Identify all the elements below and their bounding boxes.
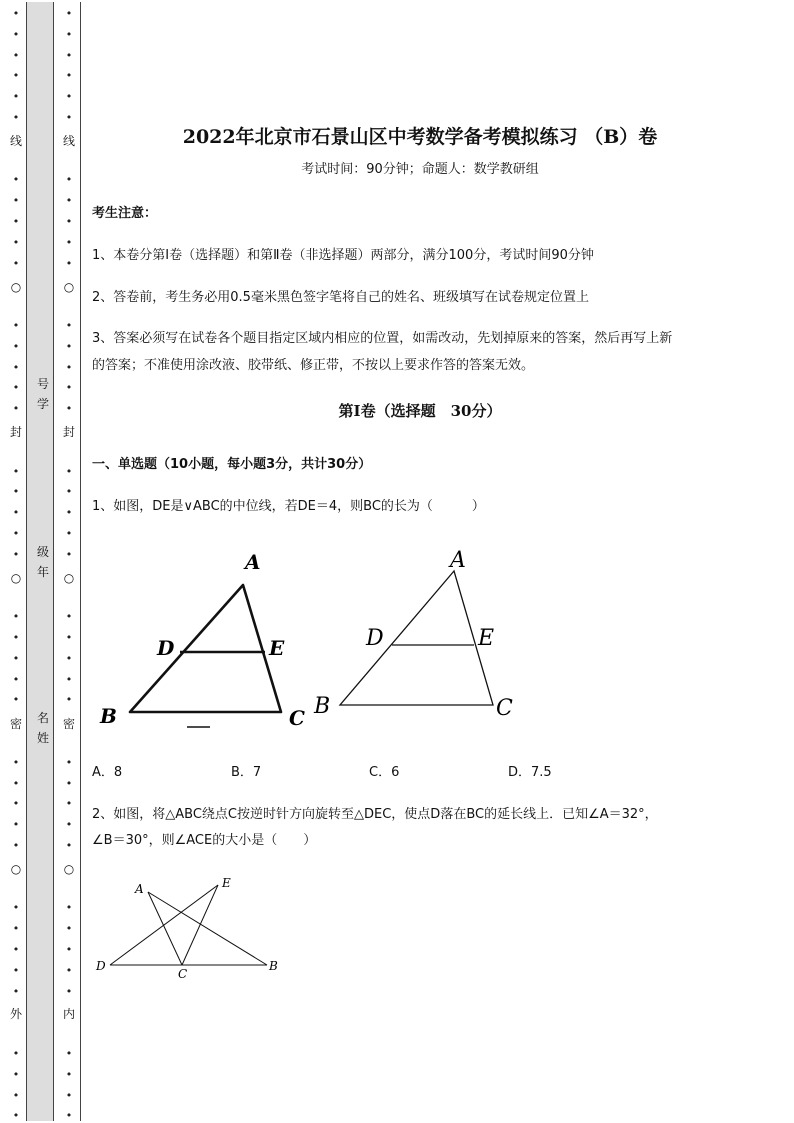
notice-item-2: 2、答卷前，考生务必用0.5毫米黑色签字笔将自己的姓名、班级填写在试卷规定位置上	[92, 290, 589, 305]
notice-item-1: 1、本卷分第I卷（选择题）和第Ⅱ卷（非选择题）两部分，满分100分，考试时间90分钟	[92, 248, 594, 263]
notice-item-3: 3、答案必须写在试卷各个题目指定区域内相应的位置，如需改动，先划掉原来的答案，然后再写上新	[92, 331, 673, 346]
gutter-dot: •	[12, 527, 20, 540]
fig1a-label-c: C	[289, 706, 305, 730]
binding-bar	[26, 2, 54, 1121]
gutter-dot: •	[65, 922, 73, 936]
gutter-dot: •	[12, 693, 20, 707]
question-2-text-line2: ∠B＝30°，则∠ACE的大小是（ ）	[92, 833, 317, 848]
gutter-dot: •	[65, 839, 73, 852]
question-2-figure	[92, 872, 292, 987]
gutter-dot: •	[12, 319, 20, 332]
gutter-dot: •	[65, 672, 73, 686]
gutter-label-feng-right: 封	[62, 425, 75, 439]
gutter-dot: •	[12, 215, 20, 228]
gutter-dot: •	[12, 402, 20, 416]
gutter-dot: •	[12, 360, 20, 374]
gutter-dot: •	[12, 797, 20, 811]
gutter-dot: •	[65, 693, 73, 707]
gutter-dot: •	[65, 339, 73, 353]
gutter-dot: •	[65, 943, 73, 956]
gutter-dot: •	[65, 1067, 73, 1081]
gutter-dot: •	[65, 215, 73, 228]
gutter-dot: •	[65, 360, 73, 374]
gutter-dot: •	[12, 651, 20, 665]
fig2-label-e: E	[222, 876, 231, 890]
gutter-dot: •	[12, 901, 20, 915]
gutter-dot: •	[65, 901, 73, 915]
gutter-dot: •	[65, 963, 73, 977]
gutter-label-circle-left-2: ○	[10, 571, 22, 585]
fig1b-label-b: B	[314, 694, 331, 719]
gutter-dot: •	[65, 1047, 73, 1060]
gutter-dot: •	[65, 984, 73, 998]
fig1b-label-e: E	[478, 626, 495, 651]
gutter-dot: •	[12, 194, 20, 208]
fig1a-label-b: B	[100, 704, 117, 728]
bar-label-hao: 号	[36, 377, 49, 391]
gutter-dots-right	[62, 0, 76, 1123]
gutter-dot: •	[65, 319, 73, 332]
choice-b: B．7	[231, 765, 262, 780]
gutter-label-circle-right-2: ○	[63, 571, 75, 585]
choice-c: C．6	[369, 765, 400, 780]
gutter-dot: •	[12, 943, 20, 956]
gutter-dot: •	[12, 235, 20, 249]
gutter-dot: •	[12, 610, 20, 624]
question-2-text-line1: 2、如图，将△ABC绕点C按逆时针方向旋转至△DEC，使点D落在BC的延长线上．已知∠A＝32°，	[92, 807, 658, 822]
bar-label-xing: 姓	[36, 731, 49, 745]
fig1a-label-e: E	[269, 636, 285, 660]
gutter-dot: •	[12, 111, 20, 124]
gutter-dot: •	[65, 610, 73, 624]
question-1-figure-handdrawn	[95, 545, 320, 745]
gutter-dot: •	[12, 381, 20, 395]
gutter-dot: •	[12, 672, 20, 686]
gutter-dot: •	[12, 173, 20, 187]
gutter-dot: •	[65, 27, 73, 41]
gutter-dot: •	[65, 776, 73, 790]
fig2-label-a: A	[135, 882, 144, 896]
question-1-figure	[310, 545, 530, 725]
fig2-label-c: C	[178, 967, 188, 981]
choice-d: D．7.5	[508, 765, 552, 780]
gutter-dot: •	[12, 1067, 20, 1081]
gutter-label-wai: 外	[9, 1007, 22, 1021]
gutter-dot: •	[65, 1109, 73, 1123]
page-title: 2022年北京市石景山区中考数学备考模拟练习 （B）卷	[182, 126, 658, 148]
gutter-dot: •	[65, 464, 73, 478]
gutter-label-mi-right: 密	[62, 717, 75, 731]
gutter-label-circle-left-1: ○	[10, 280, 22, 294]
gutter-dot: •	[65, 547, 73, 561]
gutter-dot: •	[12, 90, 20, 104]
gutter-dot: •	[12, 7, 20, 20]
gutter-dot: •	[12, 963, 20, 977]
notice-item-3-cont: 的答案；不准使用涂改液、胶带纸、修正带，不按以上要求作答的答案无效。	[92, 358, 535, 373]
gutter-dot: •	[12, 839, 20, 852]
gutter-dot: •	[12, 256, 20, 270]
bar-label-ming: 名	[36, 711, 49, 725]
gutter-dot: •	[65, 527, 73, 540]
gutter-label-circle-right-3: ○	[63, 862, 75, 876]
gutter-dot: •	[12, 485, 20, 499]
gutter-dot: •	[12, 48, 20, 62]
gutter-dot: •	[65, 818, 73, 832]
bar-label-nian: 年	[36, 565, 49, 579]
bar-label-ji: 级	[36, 545, 49, 559]
gutter-dot: •	[12, 506, 20, 520]
gutter-label-nei: 内	[62, 1007, 75, 1021]
part-title: 一、单选题（10小题，每小题3分，共计30分）	[92, 457, 372, 472]
fig2-label-b: B	[269, 959, 278, 973]
section-title: 第I卷（选择题 30分）	[338, 402, 502, 420]
gutter-dots-left	[9, 0, 23, 1123]
gutter-dot: •	[12, 27, 20, 41]
gutter-dot: •	[65, 256, 73, 270]
gutter-dot: •	[65, 402, 73, 416]
gutter-label-circle-right-1: ○	[63, 280, 75, 294]
gutter-dot: •	[65, 631, 73, 644]
gutter-dot: •	[12, 776, 20, 790]
bar-label-xue: 学	[36, 397, 49, 411]
gutter-dot: •	[12, 547, 20, 561]
gutter-dot: •	[65, 651, 73, 665]
gutter-label-mi-left: 密	[9, 717, 22, 731]
page-subtitle: 考试时间：90分钟；命题人：数学教研组	[301, 162, 539, 177]
gutter-dot: •	[65, 797, 73, 811]
gutter-dot: •	[65, 7, 73, 20]
gutter-dot: •	[12, 922, 20, 936]
gutter-dot: •	[12, 1047, 20, 1060]
fig1b-label-c: C	[496, 696, 513, 721]
gutter-dot: •	[12, 755, 20, 769]
gutter-dot: •	[65, 506, 73, 520]
choice-a: A．8	[92, 765, 123, 780]
gutter-dot: •	[12, 631, 20, 644]
gutter-dot: •	[65, 194, 73, 208]
gutter-dot: •	[65, 235, 73, 249]
gutter-dot: •	[65, 69, 73, 83]
gutter-dot: •	[12, 1088, 20, 1102]
fig1b-label-d: D	[366, 626, 384, 651]
gutter-dot: •	[12, 464, 20, 478]
gutter-dot: •	[12, 818, 20, 832]
fig1a-label-a: A	[245, 550, 261, 574]
gutter-dot: •	[65, 173, 73, 187]
gutter-dot: •	[65, 381, 73, 395]
gutter-label-xian-left: 线	[9, 134, 22, 148]
gutter-label-xian-right: 线	[62, 134, 75, 148]
gutter-label-feng-left: 封	[9, 425, 22, 439]
gutter-label-circle-left-3: ○	[10, 862, 22, 876]
fig1b-label-a: A	[450, 548, 466, 573]
gutter-dot: •	[65, 485, 73, 499]
fig2-label-d: D	[96, 959, 106, 973]
gutter-dot: •	[12, 1109, 20, 1123]
gutter-dot: •	[65, 48, 73, 62]
gutter-dot: •	[65, 755, 73, 769]
gutter-dot: •	[65, 90, 73, 104]
gutter-dot: •	[12, 339, 20, 353]
question-1-text: 1、如图，DE是∨ABC的中位线，若DE＝4，则BC的长为（ ）	[92, 499, 485, 514]
notice-heading: 考生注意：	[92, 206, 158, 221]
gutter-dot: •	[65, 1088, 73, 1102]
gutter-dot: •	[65, 111, 73, 124]
gutter-dot: •	[12, 984, 20, 998]
gutter-dot: •	[12, 69, 20, 83]
fig1a-label-d: D	[157, 636, 175, 660]
